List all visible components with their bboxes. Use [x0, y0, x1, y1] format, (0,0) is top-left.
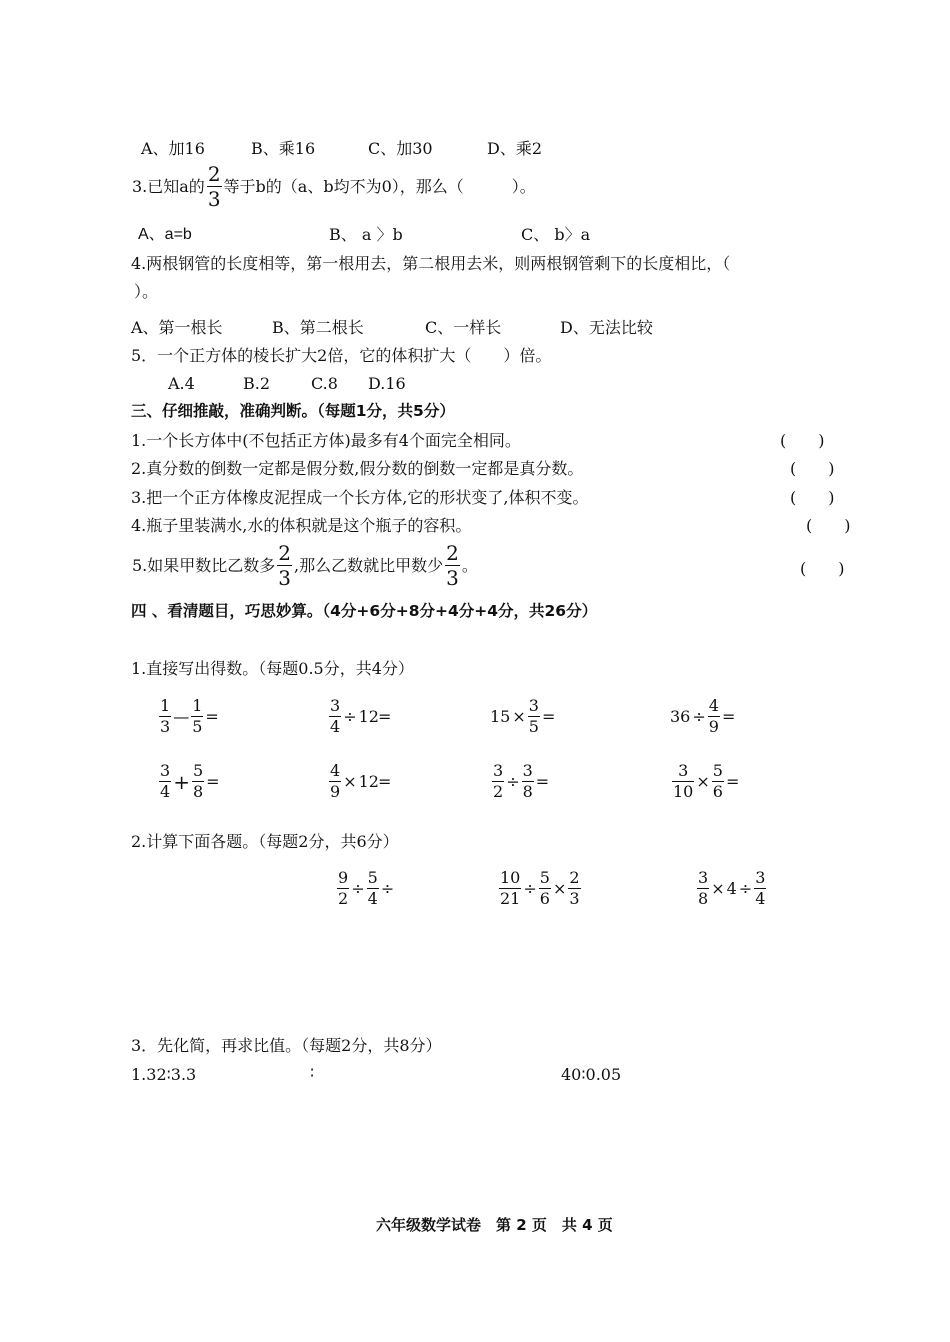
section4-sub2: 2.计算下面各题。（每题2分，共6分）: [131, 832, 399, 851]
divide-sign: ÷: [692, 706, 706, 726]
fraction: $\frac{1}{3}$: [160, 696, 171, 736]
divide-sign: ÷: [343, 706, 357, 726]
fraction: $\frac{5}{6}$: [539, 868, 550, 908]
section3-title: 三、仔细推敲，准确判断。（每题1分，共5分）: [131, 402, 455, 420]
section4-title: 四 、看清题目，巧思妙算。（4分+6分+8分+4分+4分，共26分）: [131, 602, 598, 620]
q4-option-a: A、第一根长: [131, 318, 223, 337]
fraction: $\frac{4}{9}$: [708, 696, 719, 736]
calc-2-1: [158, 763, 221, 800]
fraction: $\frac{1}{5}$: [192, 696, 203, 736]
q4-option-d: D、无法比较: [560, 318, 653, 337]
calc-3-2: [498, 870, 582, 907]
divide-sign: ÷: [351, 878, 365, 898]
section4-sub3: 3．先化简，再求比值。（每题2分，共8分）: [131, 1036, 442, 1055]
times-sign: ×: [711, 878, 725, 898]
q3-question: [131, 164, 537, 209]
judge-item-5: [131, 543, 479, 588]
q3-frac-denominator: 3: [207, 187, 221, 211]
ratio-colon: ∶: [310, 1063, 315, 1082]
number: 12: [358, 706, 379, 726]
q2-option-c: C、加30: [368, 139, 433, 158]
calc-2-3: [491, 763, 550, 800]
q3-option-a: A、a=b: [138, 226, 192, 243]
equals-sign: =: [377, 706, 392, 726]
fraction: $\frac{3}{8}$: [522, 761, 533, 801]
calc-1-3: [489, 698, 556, 735]
calc-1-4: [669, 698, 736, 735]
number: 12: [358, 771, 379, 791]
q3-fraction: [207, 164, 222, 209]
judge5-prefix: 5.如果甲数比乙数多: [132, 555, 276, 575]
fraction: $\frac{3}{2}$: [493, 761, 504, 801]
q2-option-d: D、乘2: [487, 139, 543, 158]
q3-frac-numerator: 2: [207, 162, 221, 186]
fraction: $\frac{10}{21}$: [500, 868, 521, 908]
divide-sign: ÷: [506, 771, 520, 791]
fraction: $\frac{3}{4}$: [330, 696, 341, 736]
divide-sign: ÷: [523, 878, 537, 898]
calc-1-2: [328, 698, 392, 735]
judge-item-4: 4.瓶子里装满水,水的体积就是这个瓶子的容积。: [131, 516, 472, 535]
fraction: $\frac{3}{8}$: [698, 868, 709, 908]
judge5-frac-2-den: 3: [446, 566, 459, 590]
calc-2-2: [328, 763, 392, 800]
equals-sign: =: [721, 706, 736, 726]
fraction: $\frac{3}{4}$: [160, 761, 171, 801]
page-footer: 六年级数学试卷 第 2 页 共 4 页: [376, 1216, 613, 1234]
calc-3-3: [696, 870, 767, 907]
fraction: $\frac{2}{3}$: [569, 868, 580, 908]
number: 4: [726, 878, 737, 898]
ratio-1: 1.32∶3.3: [131, 1065, 197, 1084]
times-sign: ×: [512, 706, 526, 726]
equals-sign: =: [206, 771, 220, 791]
calc-2-4: [671, 763, 740, 800]
judge-paren-4[interactable]: ( ): [806, 516, 851, 535]
calc-3-1: [336, 870, 395, 907]
equals-sign: =: [205, 706, 219, 726]
calc-1-1: [158, 698, 220, 735]
judge5-mid: ,那么乙数就比甲数少: [294, 555, 444, 575]
judge-item-3: 3.把一个正方体橡皮泥捏成一个长方体,它的形状变了,体积不变。: [131, 488, 589, 507]
q3-option-b: B、 a 〉b: [329, 225, 403, 244]
number: 15: [490, 706, 511, 726]
times-sign: ×: [343, 771, 357, 791]
divide-sign: ÷: [380, 878, 395, 898]
q4-line1: 4.两根钢管的长度相等，第一根用去，第二根用去米，则两根钢管剩下的长度相比，（: [131, 254, 731, 273]
judge-paren-2[interactable]: ( ): [790, 459, 835, 478]
q2-option-b: B、乘16: [251, 139, 316, 158]
fraction: $\frac{5}{4}$: [367, 868, 378, 908]
equals-sign: =: [725, 771, 740, 791]
q5-option-a: A.4: [168, 374, 195, 393]
equals-sign: =: [377, 771, 392, 791]
fraction: $\frac{3}{4}$: [755, 868, 766, 908]
judge5-suffix: 。: [461, 555, 478, 575]
section4-sub1: 1.直接写出得数。（每题0.5分，共4分）: [131, 659, 414, 678]
q4-option-b: B、第二根长: [272, 318, 364, 337]
fraction: $\frac{5}{8}$: [192, 761, 204, 801]
q3-suffix: 等于b的（a、b均不为0），那么（ ）。: [223, 176, 536, 196]
q3-option-c: C、 b〉a: [521, 225, 591, 244]
q5-question: 5．一个正方体的棱长扩大2倍，它的体积扩大（ ）倍。: [131, 346, 552, 365]
fraction: $\frac{3}{5}$: [528, 696, 539, 736]
q5-option-c: C.8: [311, 374, 338, 393]
q5-option-b: B.2: [243, 374, 271, 393]
q4-option-c: C、一样长: [425, 318, 502, 337]
judge5-frac-1-den: 3: [278, 566, 292, 590]
equals-sign: =: [535, 771, 550, 791]
minus-sign: —: [173, 706, 190, 726]
fraction: $\frac{5}{6}$: [712, 761, 723, 801]
q4-line2: ）。: [134, 282, 159, 301]
number: 36: [670, 706, 691, 726]
q2-option-a: A、加16: [141, 139, 205, 158]
fraction: $\frac{3}{10}$: [673, 761, 694, 801]
equals-sign: =: [541, 706, 556, 726]
judge5-frac-2-num: 2: [446, 541, 459, 565]
judge-paren-3[interactable]: ( ): [790, 488, 835, 507]
judge5-frac-1-num: 2: [278, 541, 292, 565]
fraction: $\frac{9}{2}$: [338, 868, 349, 908]
judge5-frac-1: [277, 543, 292, 588]
judge-item-2: 2.真分数的倒数一定都是假分数,假分数的倒数一定都是真分数。: [131, 459, 584, 478]
judge-paren-5[interactable]: ( ): [800, 559, 845, 578]
divide-sign: ÷: [738, 878, 753, 898]
times-sign: ×: [696, 771, 710, 791]
judge-item-1: 1.一个长方体中(不包括正方体)最多有4个面完全相同。: [131, 431, 521, 450]
q5-option-d: D.16: [368, 374, 406, 393]
judge-paren-1[interactable]: ( ): [780, 431, 825, 450]
q3-prefix: 3.已知a的: [132, 176, 205, 196]
judge5-frac-2: [445, 543, 460, 588]
times-sign: ×: [552, 878, 567, 898]
fraction: $\frac{4}{9}$: [330, 761, 341, 801]
ratio-2: 40∶0.05: [561, 1065, 622, 1084]
plus-sign: +: [173, 769, 190, 794]
